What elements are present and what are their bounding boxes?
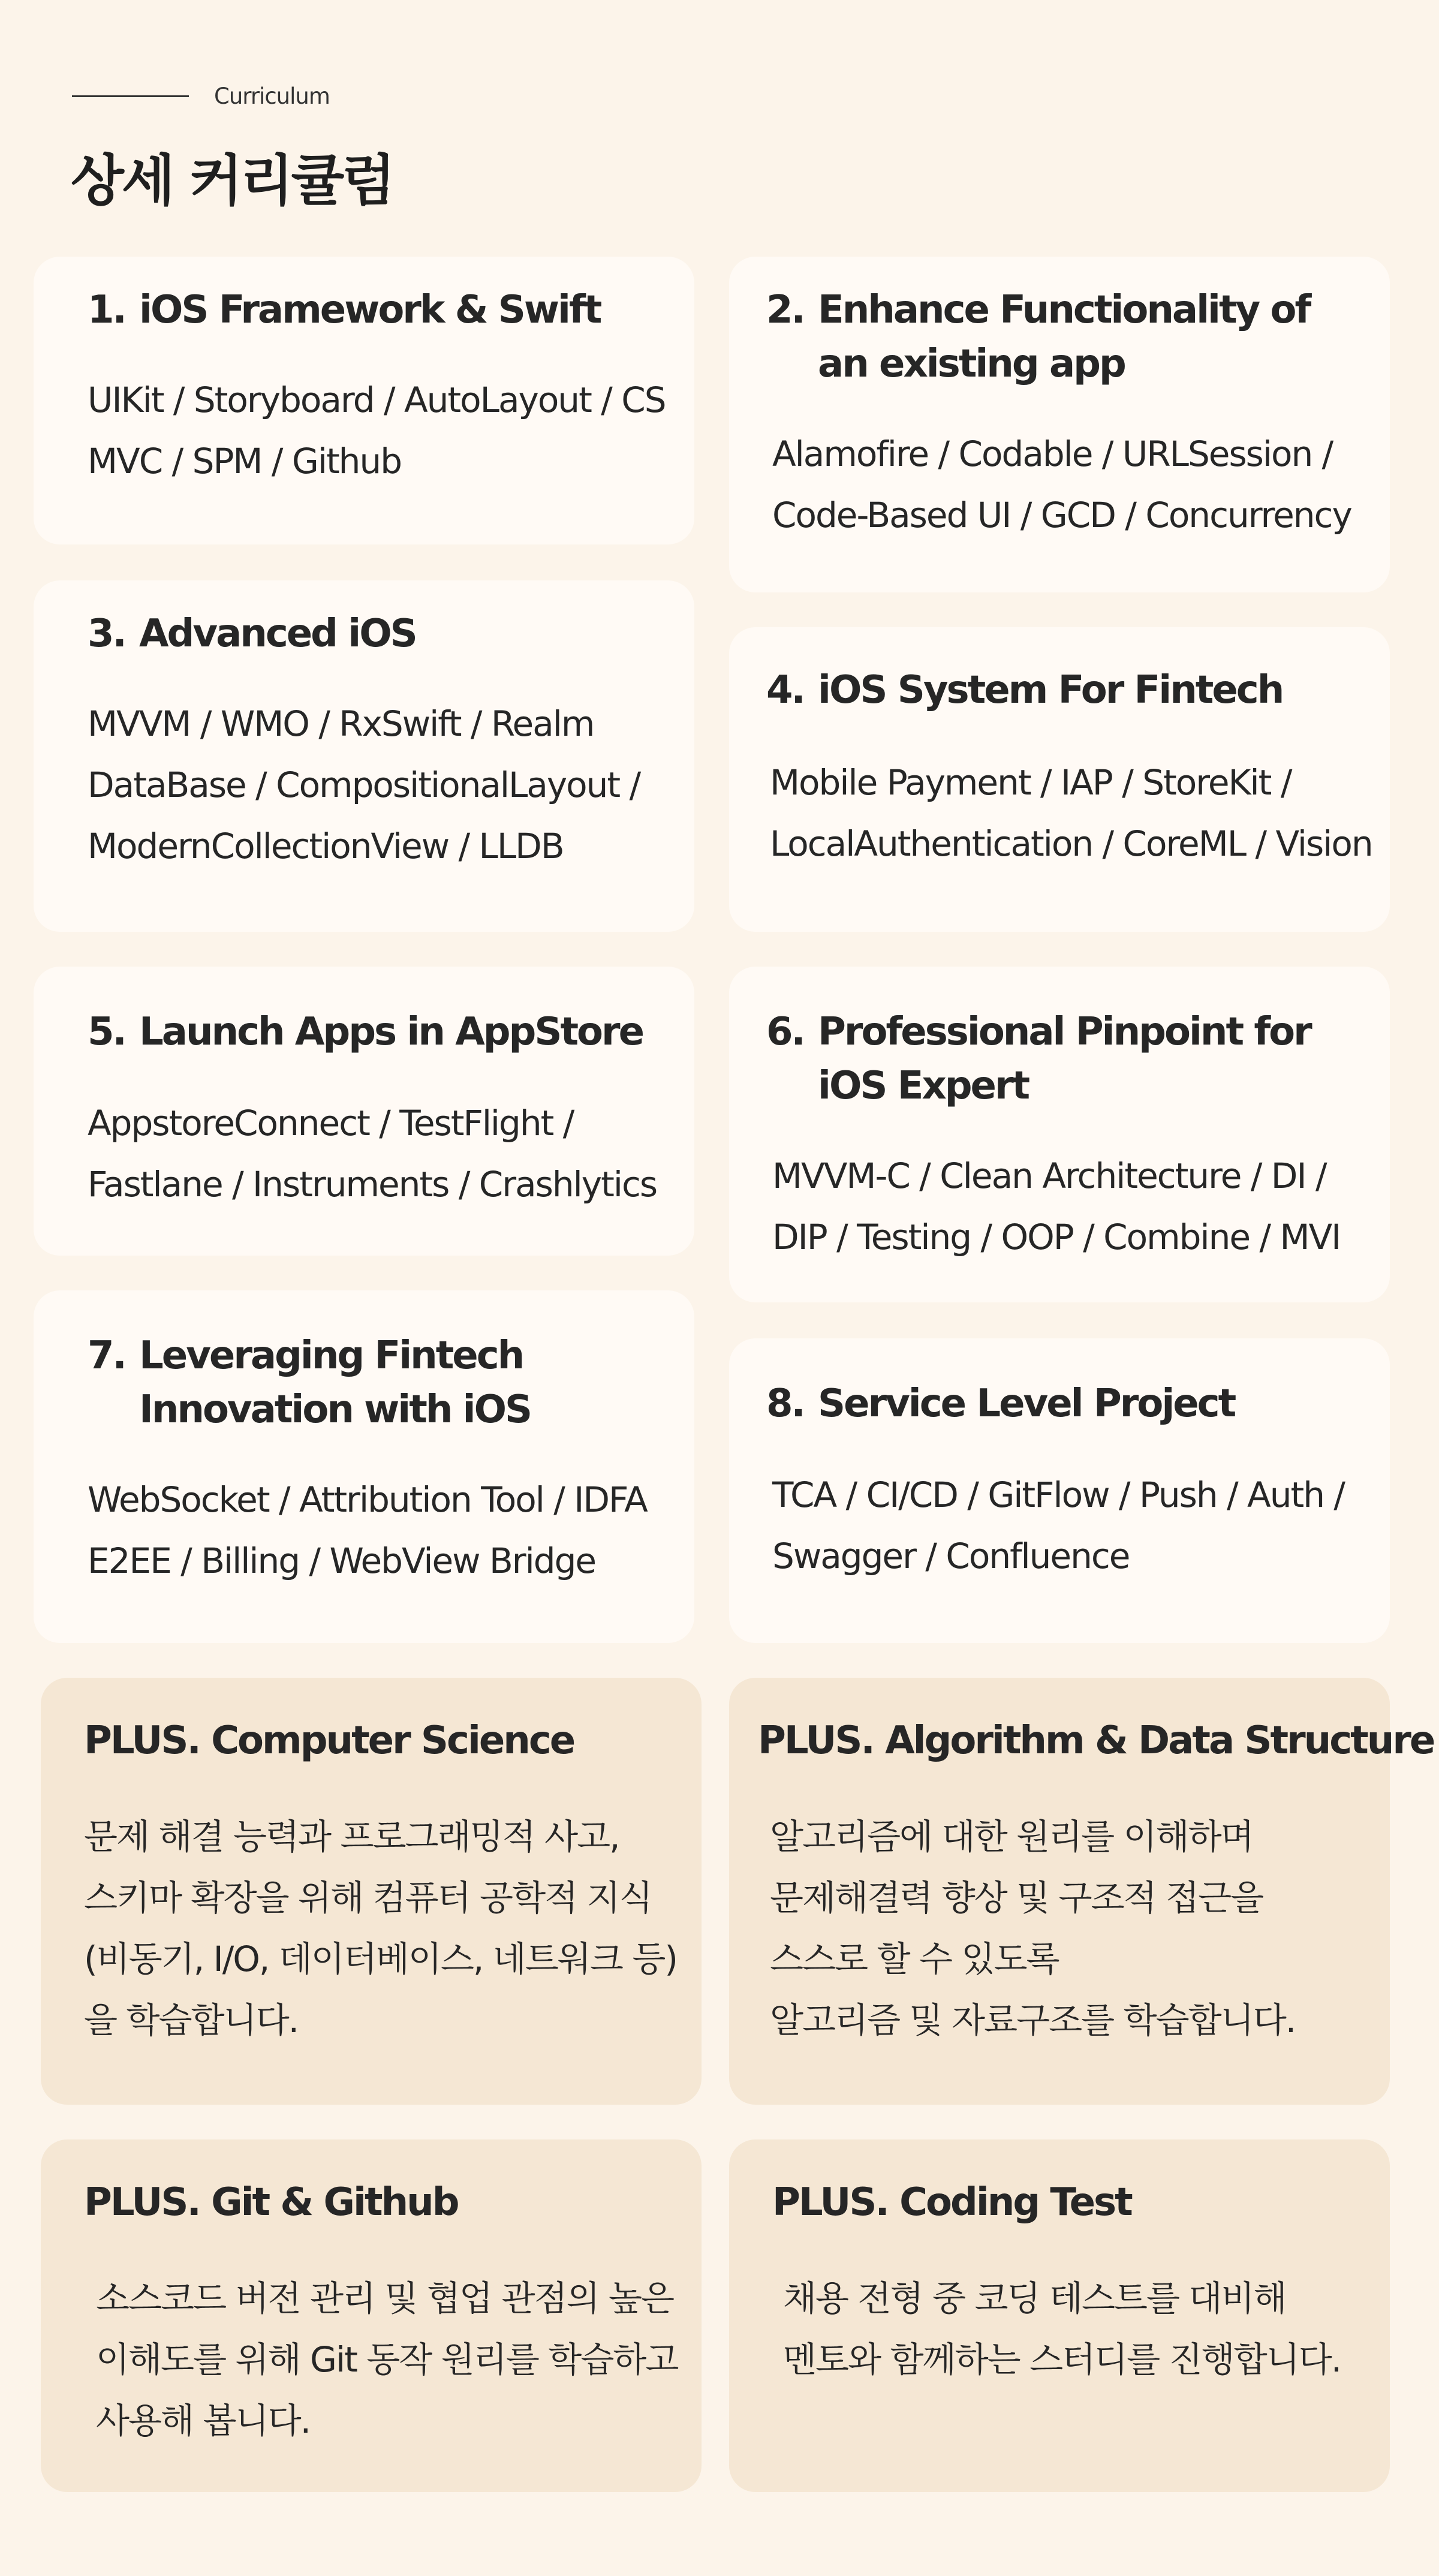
description-line: 알고리즘 및 자료구조를 학습합니다. [770, 2000, 1296, 2041]
module-topics [88, 1469, 647, 1591]
topic-line: LocalAuthentication / CoreML / Vision [770, 823, 1372, 864]
description-line: 문제 해결 능력과 프로그래밍적 사고, [84, 1816, 619, 1857]
module-topics [88, 369, 666, 492]
description-line: 사용해 봅니다. [96, 2400, 311, 2441]
description-line: 스스로 할 수 있도록 [770, 1939, 1059, 1979]
module-title [88, 283, 670, 337]
module-topics [88, 693, 640, 877]
plus-description [770, 1806, 1295, 2051]
topic-line: MVC / SPM / Github [88, 441, 402, 482]
module-title [766, 283, 1366, 391]
module-topics [772, 423, 1351, 546]
module-title-text: Launch Apps in AppStore [139, 1010, 643, 1054]
module-card-7 [34, 1290, 694, 1643]
eyebrow-divider [72, 95, 189, 97]
topic-line: ModernCollectionView / LLDB [88, 826, 564, 866]
plus-title: PLUS. Coding Test [772, 2180, 1131, 2225]
eyebrow-label: Curriculum [214, 83, 330, 109]
module-number: 8. [766, 1382, 804, 1426]
plus-card-computer-science [41, 1678, 702, 2105]
topic-line: WebSocket / Attribution Tool / IDFA [88, 1479, 647, 1520]
module-title [766, 663, 1366, 717]
topic-line: MVVM-C / Clean Architecture / DI / [772, 1155, 1326, 1196]
description-line: 알고리즘에 대한 원리를 이해하며 [770, 1816, 1253, 1857]
module-card-3 [34, 580, 694, 932]
module-title-text: Professional Pinpoint for iOS Expert [818, 1010, 1311, 1108]
topic-line: Mobile Payment / IAP / StoreKit / [770, 762, 1292, 803]
module-title [766, 1377, 1366, 1431]
module-number: 7. [88, 1334, 125, 1378]
module-card-1 [34, 257, 694, 544]
plus-description [84, 1806, 677, 2051]
plus-card-coding-test [729, 2139, 1390, 2492]
plus-card-git [41, 2139, 702, 2492]
plus-title: PLUS. Computer Science [84, 1719, 574, 1763]
module-card-8 [729, 1338, 1390, 1643]
module-title-text: iOS Framework & Swift [139, 288, 601, 332]
module-title-text: Service Level Project [818, 1382, 1235, 1426]
topic-line: Code-Based UI / GCD / Concurrency [772, 495, 1351, 535]
module-title-text: Enhance Functionality of an existing app [818, 288, 1310, 386]
description-line: 을 학습합니다. [84, 2000, 299, 2041]
plus-description [783, 2268, 1341, 2390]
module-topics [772, 1145, 1340, 1268]
plus-card-algorithm [729, 1678, 1434, 2105]
description-line: (비동기, I/O, 데이터베이스, 네트워크 등) [84, 1939, 678, 1979]
module-number: 1. [88, 288, 125, 332]
topic-line: DIP / Testing / OOP / Combine / MVI [772, 1217, 1341, 1257]
topic-line: UIKit / Storyboard / AutoLayout / CS [88, 380, 666, 420]
description-line: 문제해결력 향상 및 구조적 접근을 [770, 1877, 1263, 1918]
module-number: 2. [766, 288, 804, 332]
topic-line: AppstoreConnect / TestFlight / [88, 1103, 574, 1143]
page-title: 상세 커리큘럼 [71, 149, 393, 213]
module-title [88, 1329, 670, 1437]
plus-title: PLUS. Git & Github [84, 2180, 458, 2225]
plus-description [96, 2268, 678, 2451]
description-line: 멘토와 함께하는 스터디를 진행합니다. [783, 2339, 1341, 2380]
topic-line: MVVM / WMO / RxSwift / Realm [88, 703, 594, 744]
module-number: 3. [88, 612, 125, 656]
module-title [88, 607, 670, 661]
topic-line: Fastlane / Instruments / Crashlytics [88, 1164, 657, 1205]
section-eyebrow [72, 84, 330, 108]
topic-line: Swagger / Confluence [772, 1536, 1130, 1576]
description-line: 스키마 확장을 위해 컴퓨터 공학적 지식 [84, 1877, 652, 1918]
module-topics [772, 1464, 1344, 1587]
plus-title: PLUS. Algorithm & Data Structure [758, 1719, 1434, 1763]
module-number: 6. [766, 1010, 804, 1054]
description-line: 소스코드 버전 관리 및 협업 관점의 높은 [96, 2278, 674, 2319]
module-card-4 [729, 627, 1390, 932]
module-card-2 [729, 257, 1390, 592]
topic-line: Alamofire / Codable / URLSession / [772, 434, 1333, 474]
module-card-5 [34, 967, 694, 1256]
topic-line: DataBase / CompositionalLayout / [88, 765, 640, 805]
module-title [88, 1005, 670, 1059]
module-number: 5. [88, 1010, 125, 1054]
module-title-text: Leveraging Fintech Innovation with iOS [139, 1334, 531, 1432]
module-number: 4. [766, 668, 804, 712]
module-card-6 [729, 967, 1390, 1302]
module-topics [770, 752, 1372, 874]
topic-line: TCA / CI/CD / GitFlow / Push / Auth / [772, 1474, 1344, 1515]
module-topics [88, 1093, 657, 1215]
module-title [766, 1005, 1366, 1113]
description-line: 채용 전형 중 코딩 테스트를 대비해 [783, 2278, 1286, 2319]
module-title-text: Advanced iOS [139, 612, 416, 656]
topic-line: E2EE / Billing / WebView Bridge [88, 1540, 596, 1581]
description-line: 이해도를 위해 Git 동작 원리를 학습하고 [96, 2339, 678, 2380]
module-title-text: iOS System For Fintech [818, 668, 1283, 712]
